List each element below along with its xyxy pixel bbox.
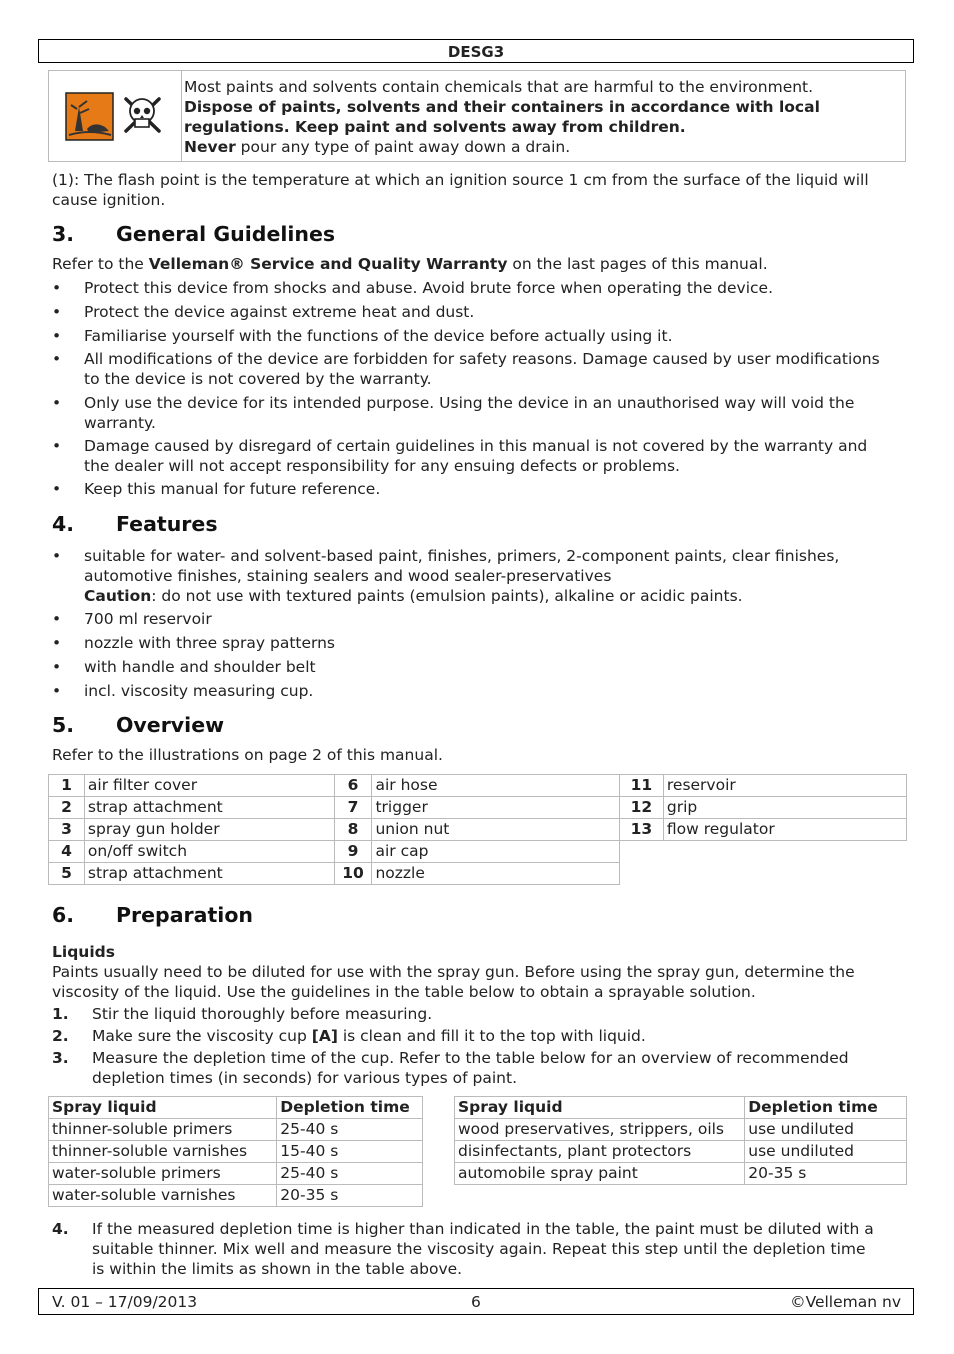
part-number: 1: [49, 775, 85, 797]
step-text: [92, 1219, 912, 1279]
part-name: flow regulator: [663, 819, 906, 841]
section-heading-preparation: [52, 903, 253, 927]
list-item-text: 700 ml reservoir: [84, 610, 212, 628]
bullet: •: [52, 658, 62, 676]
spray-liquid: disinfectants, plant protectors: [455, 1141, 745, 1163]
text-segment: is clean and fill it to the top with liquid.: [337, 1027, 646, 1045]
overview-intro: Refer to the illustrations on page 2 of this manual.: [52, 746, 443, 764]
parts-table-left: [48, 774, 620, 885]
bullet: •: [52, 437, 62, 455]
step-1: [52, 1004, 912, 1024]
bullet: •: [52, 547, 62, 565]
spray-liquid: thinner-soluble varnishes: [49, 1141, 277, 1163]
bullet: •: [52, 480, 62, 498]
preparation-intro: [52, 962, 912, 1002]
bullet: •: [52, 682, 62, 700]
table-row: [455, 1163, 907, 1185]
table-row: [455, 1141, 907, 1163]
depletion-time: 20-35 s: [277, 1185, 423, 1207]
part-number: 8: [334, 819, 372, 841]
section-heading-general-guidelines: [52, 222, 335, 246]
spray-liquid: automobile spray paint: [455, 1163, 745, 1185]
table-row: [49, 1185, 423, 1207]
intro-text: on the last pages of this manual.: [507, 255, 768, 273]
list-item-text: [84, 546, 909, 606]
spray-liquid: thinner-soluble primers: [49, 1119, 277, 1141]
part-name: reservoir: [663, 775, 906, 797]
warning-line-bold: regulations. Keep paint and solvents away from children.: [184, 118, 686, 136]
text-line: Only use the device for its intended purpose. Using the device in an unauthorised way will void the: [84, 394, 855, 412]
part-number: 13: [620, 819, 664, 841]
list-item-text: [84, 393, 909, 433]
part-number: 5: [49, 863, 85, 885]
warning-line-bold: Dispose of paints, solvents and their containers in accordance with local: [184, 98, 820, 116]
part-name: air filter cover: [84, 775, 334, 797]
table-row: [49, 775, 620, 797]
table-row: [49, 1141, 423, 1163]
part-name: spray gun holder: [84, 819, 334, 841]
column-header: Spray liquid: [49, 1097, 277, 1119]
warning-line: [184, 137, 894, 157]
part-number: 10: [334, 863, 372, 885]
bullet: •: [52, 327, 62, 345]
never-text: pour any type of paint away down a drain.: [235, 138, 571, 156]
hazard-icons: [49, 71, 181, 161]
text-line: If the measured depletion time is higher than indicated in the table, the paint must be diluted with a: [92, 1220, 874, 1238]
part-name: grip: [663, 797, 906, 819]
part-name: on/off switch: [84, 841, 334, 863]
part-number: 6: [334, 775, 372, 797]
copyright: ©Velleman nv: [790, 1293, 901, 1311]
part-name: trigger: [372, 797, 620, 819]
bullet: •: [52, 394, 62, 412]
table-row: [49, 819, 620, 841]
part-name: strap attachment: [84, 797, 334, 819]
section-heading-overview: [52, 713, 224, 737]
section-title: Features: [116, 512, 218, 536]
skull-crossbones-icon: [126, 99, 159, 131]
section-number: 6.: [52, 903, 75, 927]
spray-liquid: water-soluble primers: [49, 1163, 277, 1185]
spray-liquid: water-soluble varnishes: [49, 1185, 277, 1207]
part-number: 12: [620, 797, 664, 819]
warranty-reference: [52, 254, 768, 274]
section-number: 4.: [52, 512, 75, 536]
document-header: [38, 39, 914, 63]
list-item-text: [84, 349, 909, 389]
table-row: [49, 841, 620, 863]
text-line: depletion times (in seconds) for various types of paint.: [92, 1069, 517, 1087]
list-item-text: incl. viscosity measuring cup.: [84, 682, 314, 700]
footnote-line: cause ignition.: [52, 191, 166, 209]
section-title: Preparation: [116, 903, 253, 927]
step-text: [92, 1048, 912, 1088]
step-3: [52, 1048, 912, 1088]
depletion-time: use undiluted: [745, 1141, 907, 1163]
document-footer: [38, 1288, 914, 1315]
part-number: 7: [334, 797, 372, 819]
text-line: automotive finishes, staining sealers and wood sealer-preservatives: [84, 567, 612, 585]
caution-text: : do not use with textured paints (emulsion paints), alkaline or acidic paints.: [151, 587, 743, 605]
text-line: Familiarise yourself with the functions of the device before actually using it.: [84, 327, 673, 345]
depletion-table-right: [454, 1096, 907, 1185]
text-segment: Make sure the viscosity cup: [92, 1027, 312, 1045]
list-item-text: [84, 326, 909, 346]
step-text: [92, 1026, 912, 1046]
text-line: suitable for water- and solvent-based paint, finishes, primers, 2-component paints, clear finishes,: [84, 547, 840, 565]
table-row: [620, 775, 907, 797]
table-row: [49, 797, 620, 819]
table-row: [620, 797, 907, 819]
step-text: Stir the liquid thoroughly before measuring.: [92, 1005, 433, 1023]
model-title: DESG3: [447, 43, 505, 61]
part-number: 2: [49, 797, 85, 819]
text-line: Damage caused by disregard of certain guidelines in this manual is not covered by the warranty and: [84, 437, 868, 455]
depletion-time: 15-40 s: [277, 1141, 423, 1163]
text-line: Keep this manual for future reference.: [84, 480, 381, 498]
parts-table-right: [619, 774, 907, 841]
bullet: •: [52, 279, 62, 297]
depletion-time: 20-35 s: [745, 1163, 907, 1185]
table-row: [49, 863, 620, 885]
part-name: strap attachment: [84, 863, 334, 885]
part-name: air cap: [372, 841, 620, 863]
section-title: General Guidelines: [116, 222, 336, 246]
section-heading-features: [52, 512, 218, 536]
column-header: Spray liquid: [455, 1097, 745, 1119]
text-line: Protect this device from shocks and abuse. Avoid brute force when operating the device.: [84, 279, 774, 297]
flash-point-footnote: [52, 170, 912, 210]
warning-line: Most paints and solvents contain chemicals that are harmful to the environment.: [184, 78, 814, 96]
text-line: the dealer will not accept responsibility for any ensuing defects or problems.: [84, 457, 680, 475]
list-item-text: [84, 436, 909, 476]
bullet: •: [52, 350, 62, 368]
caution-note: [84, 586, 909, 606]
step-number: 3.: [52, 1049, 69, 1067]
table-row: [49, 1119, 423, 1141]
bullet: •: [52, 303, 62, 321]
part-name: nozzle: [372, 863, 620, 885]
table-row: [455, 1119, 907, 1141]
list-item-text: with handle and shoulder belt: [84, 658, 316, 676]
warning-icons: [49, 71, 182, 161]
warranty-name: Velleman® Service and Quality Warranty: [148, 255, 508, 273]
depletion-table-left: [48, 1096, 423, 1207]
section-number: 5.: [52, 713, 75, 737]
step-2: [52, 1026, 912, 1046]
step-number: 2.: [52, 1027, 69, 1045]
version-date: V. 01 – 17/09/2013: [52, 1293, 198, 1311]
part-number: 3: [49, 819, 85, 841]
section-number: 3.: [52, 222, 75, 246]
part-number: 11: [620, 775, 664, 797]
list-item-text: [84, 479, 909, 499]
table-row: [49, 1163, 423, 1185]
text-line: warranty.: [84, 414, 156, 432]
part-name: union nut: [372, 819, 620, 841]
section-title: Overview: [116, 713, 225, 737]
list-item-text: [84, 302, 909, 322]
list-item-text: [84, 278, 909, 298]
depletion-time: 25-40 s: [277, 1119, 423, 1141]
spray-liquid: wood preservatives, strippers, oils: [455, 1119, 745, 1141]
part-name: air hose: [372, 775, 620, 797]
never-label: Never: [184, 138, 236, 156]
table-row: [620, 819, 907, 841]
depletion-time: use undiluted: [745, 1119, 907, 1141]
step-4: [52, 1219, 912, 1279]
list-item-text: nozzle with three spray patterns: [84, 634, 336, 652]
text-line: suitable thinner. Mix well and measure the viscosity again. Repeat this step until the depletion time: [92, 1240, 866, 1258]
step-number: 4.: [52, 1220, 69, 1238]
part-number: 9: [334, 841, 372, 863]
text-line: Paints usually need to be diluted for use with the spray gun. Before using the spray gun, determine the: [52, 963, 855, 981]
text-line: Protect the device against extreme heat and dust.: [84, 303, 475, 321]
text-line: viscosity of the liquid. Use the guidelines in the table below to obtain a sprayable solution.: [52, 983, 756, 1001]
footnote-line: (1): The flash point is the temperature at which an ignition source 1 cm from the surface of the liquid will: [52, 171, 869, 189]
page-number: 6: [471, 1293, 481, 1311]
text-line: to the device is not covered by the warranty.: [84, 370, 432, 388]
text-line: Measure the depletion time of the cup. Refer to the table below for an overview of recommended: [92, 1049, 849, 1067]
environment-warning-box: [48, 70, 906, 162]
text-line: is within the limits as shown in the table above.: [92, 1260, 463, 1278]
bullet: •: [52, 634, 62, 652]
depletion-time: 25-40 s: [277, 1163, 423, 1185]
warning-text: [184, 77, 894, 157]
reference-label: [A]: [311, 1027, 338, 1045]
intro-text: Refer to the: [52, 255, 149, 273]
bullet: •: [52, 610, 62, 628]
column-header: Depletion time: [745, 1097, 907, 1119]
caution-label: Caution: [84, 587, 152, 605]
step-number: 1.: [52, 1005, 69, 1023]
column-header: Depletion time: [277, 1097, 423, 1119]
environmental-hazard-icon: [66, 93, 113, 140]
subheading-liquids: Liquids: [52, 943, 115, 961]
text-line: All modifications of the device are forbidden for safety reasons. Damage caused by user modifications: [84, 350, 880, 368]
part-number: 4: [49, 841, 85, 863]
